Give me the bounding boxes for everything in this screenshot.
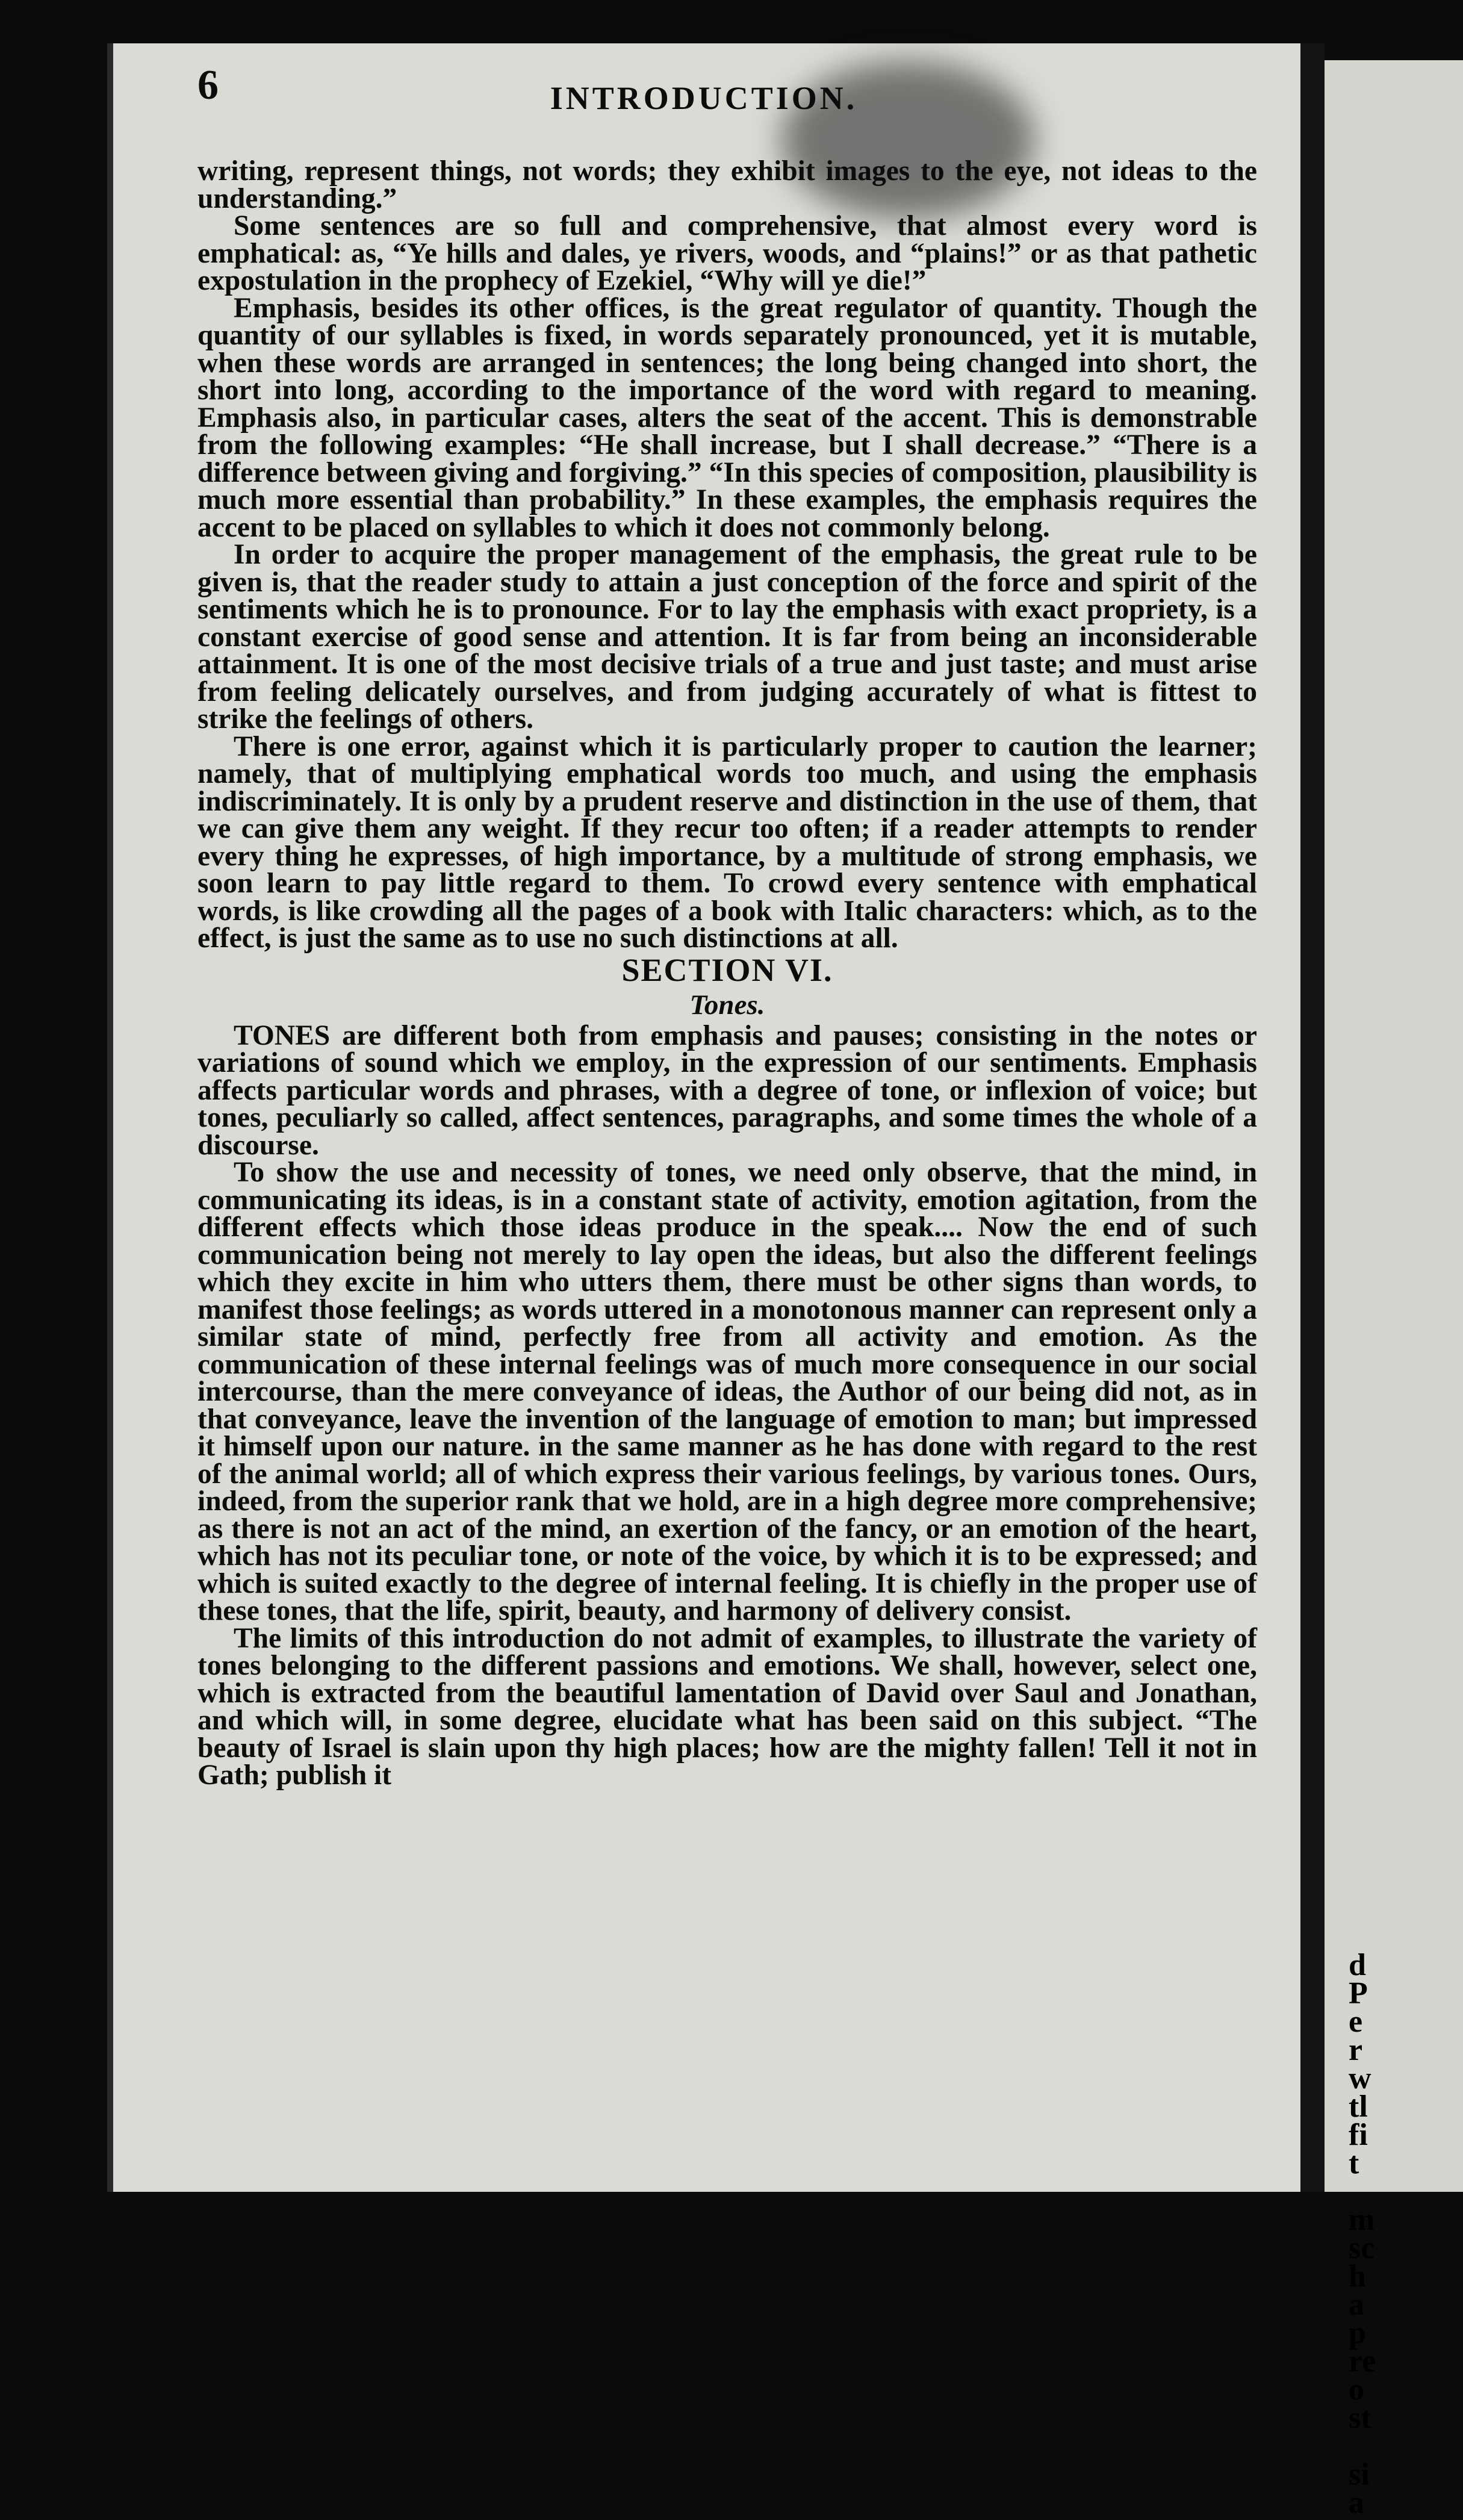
section-subtitle: Tones. [689,989,765,1021]
paragraph: The limits of this introduction do not admit of examples, to illustrate the variety of tones belonging to the different passions and emotions. We shall, however, select one, which is extracted from the beautiful lamentation of David over Saul and Jonathan, and which will, in some degree, elucidate what has been said on this subject. “The beauty of Israel is slain upon thy high places; how are the mighty fallen! Tell it not in Gath; publish it [197,1622,1257,1791]
running-head: INTRODUCTION. [550,80,858,116]
facing-page-fragment: P [1349,1976,1368,2011]
facing-page-fragment: si [1349,2457,1370,2492]
page-number: 6 [197,62,219,108]
paragraph: TONES are different both from emphasis and pauses; consisting in the notes or variations of sound which we employ, in the expression of our sentiments. Emphasis affects particular words and phrases, with a degree of tone, or inflexion of voice; but tones, peculiarly so called, affect sentences, paragraphs, and some times the whole of a discourse. [197,1019,1257,1161]
facing-page-fragment: fi [1349,2118,1368,2152]
facing-page-fragment: d [1349,1948,1366,1982]
paragraph-continued: writing, represent things, not words; they exhibit images to the eye, not ideas to the understanding.” [197,155,1257,214]
facing-page-fragment [1349,2177,1457,2206]
book-page [107,43,1300,2192]
section-title: SECTION VI. [621,951,833,988]
facing-page-fragment: t [1349,2146,1359,2180]
facing-page-fragments [1349,1948,1457,2520]
facing-page-fragment: a [1349,2288,1364,2322]
facing-page-fragment: e [1349,2005,1363,2039]
paragraph: There is one error, against which it is particularly proper to caution the learner; namely, that of multiplying emphatical words too much, and using the emphasis indiscriminately. It is only by a prudent reserve and distinction in the use of them, that we can give them any weight. If they recur too often; if a reader attempts to render every thing he expresses, of high importance, by a multitude of strong emphasis, we soon learn to pay little regard to them. To crowd every sentence with emphatical words, is like crowding all the pages of a book with Italic characters: which, as to the effect, is just the same as to use no such distinctions at all. [197,730,1257,954]
facing-page-edge [1325,60,1463,2520]
paragraph: Some sentences are so full and comprehensive, that almost every word is emphatical: as, “Ye hills and dales, ye rivers, woods, and “plains!” or as that pathetic expostulation in the prophecy of Ezekiel, “Why will ye die!” [197,210,1257,296]
facing-page-fragment: a [1349,2486,1364,2520]
facing-page-fragment: r [1349,2033,1363,2067]
paragraph: To show the use and necessity of tones, we need only observe, that the mind, in communicating its ideas, is in a constant state of activity, emotion agitation, from the different effects which those ideas produce in the speak.... Now the end of such communication being not merely to lay open the ideas, but also the different feelings which they excite in him who utters them, there must be other signs than words, to manifest those feelings; as words uttered in a monotonous manner can represent only a similar state of mind, perfectly free from all activity and emotion. As the communication of these internal feelings was of much more consequence in our social intercourse, than the mere conveyance of ideas, the Author of our being did not, as in that conveyance, leave the invention of the language of emotion to man; but impressed it himself upon our nature. in the same manner as he has done with regard to the rest of the animal world; all of which express their various feelings, by various tones. Ours, indeed, from the superior rank that we hold, are in a high degree more comprehensive; as there is not an act of the mind, an exertion of the fancy, or an emotion of the heart, which has not its peculiar tone, or note of the voice, by which it is to be expressed; and which is suited exactly to the degree of internal feeling. It is chiefly in the proper use of these tones, that the life, spirit, beauty, and harmony of delivery consist. [197,1157,1257,1626]
facing-page-fragment: p [1349,2316,1366,2350]
facing-page-fragment: o [1349,2372,1364,2407]
paragraph: In order to acquire the proper management of the emphasis, the great rule to be given is, that the reader study to attain a just conception of the force and spirit of the sentiments which he is to pronounce. For to lay the emphasis with exact propriety, is a constant exercise of good sense and attention. It is far from being an inconsiderable attainment. It is one of the most decisive trials of a true and just taste; and must arise from feeling delicately ourselves, and from judging accurately of what is fittest to strike the feelings of others. [197,539,1257,735]
facing-page-fragment: re [1349,2344,1376,2378]
paragraph: Emphasis, besides its other offices, is the great regulator of quantity. Though the quantity of our syllables is fixed, in words separately pronounced, yet it is mutable, when these words are arranged in sentences; the long being changed into short, the short into long, according to the importance of the word with regard to meaning. Emphasis also, in particular cases, alters the seat of the accent. This is demonstrable from the following examples: “He shall increase, but I shall decrease.” “There is a difference between giving and forgiving.” “In this species of composition, plausibility is much more essential than probability.” In these examples, the emphasis requires the accent to be placed on syllables to which it does not commonly belong. [197,292,1257,543]
facing-page-fragment: sc [1349,2231,1375,2265]
facing-page-fragment: m [1349,2203,1375,2237]
facing-page-fragment: w [1349,2061,1371,2095]
book-gutter [1300,43,1325,2192]
facing-page-fragment: h [1349,2259,1366,2294]
facing-page-fragment: tl [1349,2089,1368,2124]
facing-page-fragment [1349,2432,1457,2460]
body-text [197,155,1257,1791]
facing-page-fragment: st [1349,2401,1371,2435]
